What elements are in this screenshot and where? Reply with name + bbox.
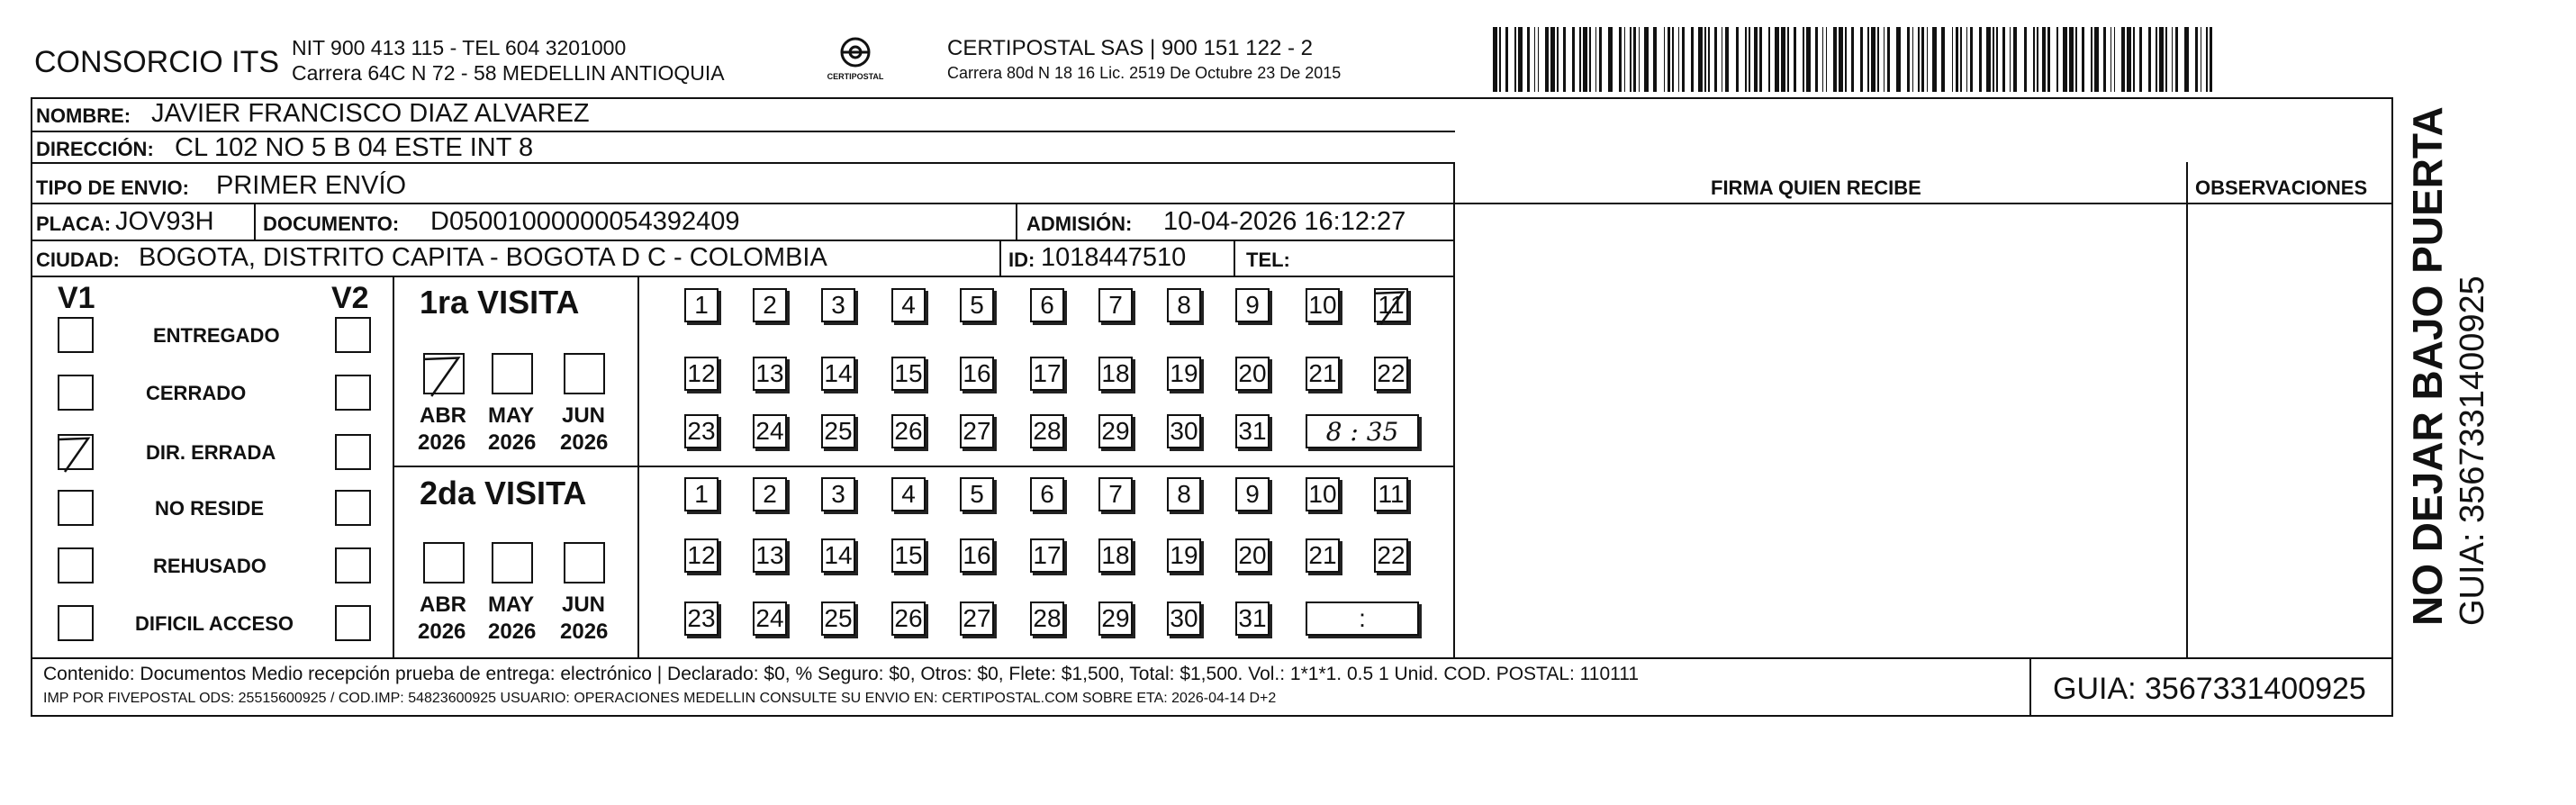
visit1-day-5[interactable]: 5 (960, 288, 994, 322)
barcode-bar (2184, 27, 2189, 92)
barcode-bar (1630, 27, 1631, 92)
visit2-day-21[interactable]: 21 (1306, 538, 1340, 573)
ciudad-value: BOGOTA, DISTRITO CAPITA - BOGOTA D C - COLOMBIA (139, 243, 827, 272)
barcode-bar (2094, 27, 2099, 92)
barcode-bar (2024, 27, 2027, 92)
visit2-year-label: 2026 (418, 620, 466, 644)
v1-label: V1 (58, 281, 95, 315)
barcode-bar (2195, 27, 2198, 92)
barcode-bar (1493, 27, 1497, 92)
side-guia-text: GUIA: 3567331400925 (2454, 276, 2491, 626)
visit1-day-10[interactable]: 10 (1306, 288, 1340, 322)
visit2-day-24[interactable]: 24 (753, 601, 787, 636)
visita2-title: 2da VISITA (420, 475, 587, 511)
barcode-bar (1514, 27, 1516, 92)
barcode-bar (1877, 27, 1879, 92)
barcode-bar (1851, 27, 1854, 92)
barcode-bar (1624, 27, 1626, 92)
v1-checkbox-dificil-acceso[interactable] (58, 605, 94, 641)
v2-checkbox-dir-errada[interactable] (335, 434, 371, 470)
barcode-bar (1736, 27, 1739, 92)
barcode-bar (1545, 27, 1548, 92)
placa-value: JOV93H (115, 207, 214, 236)
barcode-bar (2133, 27, 2135, 92)
barcode-bar (1952, 27, 1954, 92)
visit2-day-23[interactable]: 23 (684, 601, 719, 636)
barcode-bar (2139, 27, 2142, 92)
footer-content-line: Contenido: Documentos Medio recepción prueba de entrega: electrónico | Declarado: $0, % Seguro: $0, Otros: $0, Flete: $1,500, Total: $1,500. Vol.: 1*1*1. 0.5 1 Unid. COD. POSTAL: 110111 (43, 664, 1640, 684)
v2-checkbox-entregado[interactable] (335, 317, 371, 353)
barcode (1493, 27, 2213, 92)
barcode-bar (2206, 27, 2208, 92)
barcode-bar (1754, 27, 1757, 92)
visit2-day-13[interactable]: 13 (753, 538, 787, 573)
visit2-day-30[interactable]: 30 (1167, 601, 1201, 636)
barcode-bar (1907, 27, 1910, 92)
nombre-label: NOMBRE: (36, 104, 131, 127)
barcode-bar (1806, 27, 1811, 92)
barcode-bar (2013, 27, 2018, 92)
visit1-month-checkbox-abr[interactable] (423, 353, 465, 394)
barcode-bar (2159, 27, 2164, 92)
v1-checkbox-no-reside[interactable] (58, 490, 94, 526)
barcode-bar (2114, 27, 2116, 92)
visit2-day-8[interactable]: 8 (1167, 477, 1201, 511)
visit1-day-8[interactable]: 8 (1167, 288, 1201, 322)
visit1-month-checkbox-jun[interactable] (564, 353, 605, 394)
ciudad-label: CIUDAD: (36, 249, 120, 271)
barcode-bar (1505, 27, 1508, 92)
barcode-bar (1534, 27, 1536, 92)
barcode-bar (1966, 27, 1968, 92)
barcode-bar (1918, 27, 1920, 92)
documento-value: D05001000000054392409 (430, 207, 740, 236)
visit1-day-7[interactable]: 7 (1098, 288, 1133, 322)
visit1-day-29[interactable]: 29 (1098, 414, 1133, 448)
visit1-day-6[interactable]: 6 (1030, 288, 1064, 322)
visit1-day-19[interactable]: 19 (1167, 357, 1201, 391)
company-nit: NIT 900 413 115 - TEL 604 3201000 (292, 36, 627, 59)
direccion-value: CL 102 NO 5 B 04 ESTE INT 8 (175, 133, 534, 162)
visit2-month-label: MAY (488, 592, 535, 617)
side-text-block (2400, 106, 2508, 626)
visit1-day-4[interactable]: 4 (891, 288, 926, 322)
barcode-bar (1759, 27, 1762, 92)
v2-checkbox-cerrado[interactable] (335, 375, 371, 411)
v2-label: V2 (331, 281, 369, 315)
v1-checkbox-dir-errada[interactable] (58, 434, 94, 470)
barcode-bar (1722, 27, 1723, 92)
barcode-bar (1708, 27, 1710, 92)
visit2-month-label: ABR (420, 592, 466, 617)
barcode-bar (2103, 27, 2106, 92)
visit2-year-label: 2026 (560, 620, 609, 644)
barcode-bar (2069, 27, 2074, 92)
visit1-day-28[interactable]: 28 (1030, 414, 1064, 448)
visit2-day-10[interactable]: 10 (1306, 477, 1340, 511)
barcode-bar (1921, 27, 1924, 92)
barcode-bar (1704, 27, 1706, 92)
barcode-bar (1896, 27, 1901, 92)
id-label: ID: (1008, 249, 1035, 271)
visit1-day-18[interactable]: 18 (1098, 357, 1133, 391)
barcode-bar (1550, 27, 1555, 92)
visit2-day-22[interactable]: 22 (1374, 538, 1408, 573)
barcode-bar (1960, 27, 1962, 92)
barcode-bar (1979, 27, 1982, 92)
visit2-day-31[interactable]: 31 (1235, 601, 1270, 636)
barcode-bar (1932, 27, 1937, 92)
visit2-day-20[interactable]: 20 (1235, 538, 1270, 573)
barcode-bar (1887, 27, 1890, 92)
visit1-day-31[interactable]: 31 (1235, 414, 1270, 448)
status-label: DIR. ERRADA (146, 441, 276, 464)
v1-checkbox-cerrado[interactable] (58, 375, 94, 411)
visit1-day-27[interactable]: 27 (960, 414, 994, 448)
visit1-day-24[interactable]: 24 (753, 414, 787, 448)
barcode-bar (1589, 27, 1591, 92)
barcode-bar (1815, 27, 1818, 92)
barcode-bar (2082, 27, 2084, 92)
observaciones-header: OBSERVACIONES (2195, 176, 2368, 199)
nombre-value: JAVIER FRANCISCO DIAZ ALVAREZ (151, 99, 590, 128)
barcode-bar (1970, 27, 1973, 92)
visit2-day-3[interactable]: 3 (821, 477, 855, 511)
visit1-day-30[interactable]: 30 (1167, 414, 1201, 448)
status-label: ENTREGADO (153, 324, 280, 347)
barcode-bar (2148, 27, 2151, 92)
barcode-bar (2111, 27, 2112, 92)
barcode-bar (2042, 27, 2045, 92)
barcode-bar (2075, 27, 2077, 92)
barcode-bar (1698, 27, 1703, 92)
barcode-bar (1794, 27, 1796, 92)
barcode-bar (1912, 27, 1914, 92)
visit2-year-label: 2026 (488, 620, 537, 644)
visit2-day-18[interactable]: 18 (1098, 538, 1133, 573)
barcode-bar (2047, 27, 2050, 92)
visit1-month-label: ABR (420, 403, 466, 428)
barcode-bar (1572, 27, 1575, 92)
barcode-bar (2056, 27, 2058, 92)
visit1-day-15[interactable]: 15 (891, 357, 926, 391)
barcode-bar (2063, 27, 2067, 92)
barcode-bar (1867, 27, 1869, 92)
barcode-bar (1583, 27, 1587, 92)
barcode-bar (1668, 27, 1670, 92)
visit1-time-box[interactable]: 8 : 35 (1306, 414, 1419, 448)
day-number: 11 (1378, 291, 1405, 319)
visit2-month-checkbox-jun[interactable] (564, 542, 605, 583)
barcode-bar (1644, 27, 1649, 92)
barcode-bar (1664, 27, 1666, 92)
placa-label: PLACA: (36, 213, 112, 235)
v2-checkbox-no-reside[interactable] (335, 490, 371, 526)
barcode-bar (1678, 27, 1680, 92)
barcode-bar (2121, 27, 2124, 92)
visit2-day-9[interactable]: 9 (1235, 477, 1270, 511)
visit1-day-13[interactable]: 13 (753, 357, 787, 391)
tipo-envio-label: TIPO DE ENVIO: (36, 176, 189, 199)
visit1-year-label: 2026 (418, 430, 466, 455)
barcode-bar (2172, 27, 2174, 92)
barcode-bar (1833, 27, 1836, 92)
barcode-bar (2091, 27, 2092, 92)
company-address: Carrera 64C N 72 - 58 MEDELLIN ANTIOQUIA (292, 61, 725, 85)
barcode-bar (1653, 27, 1658, 92)
visit2-day-16[interactable]: 16 (960, 538, 994, 573)
v1-checkbox-rehusado[interactable] (58, 547, 94, 583)
visit1-day-2[interactable]: 2 (753, 288, 787, 322)
id-value: 1018447510 (1041, 243, 1187, 272)
visit2-month-label: JUN (562, 592, 606, 617)
documento-label: DOCUMENTO: (263, 213, 400, 235)
barcode-bar (2127, 27, 2131, 92)
admision-value: 10-04-2026 16:12:27 (1163, 207, 1406, 236)
visit1-day-11[interactable] (1374, 288, 1408, 322)
barcode-bar (2156, 27, 2157, 92)
visit2-day-27[interactable]: 27 (960, 601, 994, 636)
barcode-bar (1871, 27, 1876, 92)
tipo-envio-value: PRIMER ENVÍO (216, 171, 407, 200)
license-line: Carrera 80d N 18 16 Lic. 2519 De Octubre 23 De 2015 (947, 64, 1342, 82)
barcode-bar (1608, 27, 1613, 92)
barcode-bar (1599, 27, 1602, 92)
visit1-day-9[interactable]: 9 (1235, 288, 1270, 322)
barcode-bar (1986, 27, 1991, 92)
visit2-day-4[interactable]: 4 (891, 477, 926, 511)
barcode-bar (1714, 27, 1717, 92)
barcode-bar (1745, 27, 1747, 92)
barcode-bar (1996, 27, 1998, 92)
barcode-bar (1639, 27, 1641, 92)
visit2-month-checkbox-abr[interactable] (423, 542, 465, 583)
visit1-month-label: JUN (562, 403, 606, 428)
barcode-bar (1993, 27, 1994, 92)
barcode-bar (1595, 27, 1597, 92)
visit1-day-25[interactable]: 25 (821, 414, 855, 448)
visit2-day-14[interactable]: 14 (821, 538, 855, 573)
barcode-bar (2201, 27, 2202, 92)
barcode-bar (1691, 27, 1694, 92)
visit1-day-21[interactable]: 21 (1306, 357, 1340, 391)
barcode-bar (1579, 27, 1581, 92)
visit1-day-14[interactable]: 14 (821, 357, 855, 391)
barcode-bar (1499, 27, 1501, 92)
barcode-bar (1527, 27, 1530, 92)
visit2-day-28[interactable]: 28 (1030, 601, 1064, 636)
visit1-day-3[interactable]: 3 (821, 288, 855, 322)
barcode-bar (1749, 27, 1750, 92)
tel-label: TEL: (1246, 249, 1290, 271)
barcode-bar (1845, 27, 1847, 92)
status-label: CERRADO (146, 382, 247, 404)
barcode-bar (1563, 27, 1566, 92)
visit2-day-1[interactable]: 1 (684, 477, 719, 511)
barcode-bar (2037, 27, 2038, 92)
barcode-bar (1768, 27, 1770, 92)
company-name: CONSORCIO ITS (34, 45, 280, 79)
visit2-day-15[interactable]: 15 (891, 538, 926, 573)
barcode-bar (1927, 27, 1929, 92)
visit2-day-19[interactable]: 19 (1167, 538, 1201, 573)
barcode-bar (2010, 27, 2011, 92)
barcode-bar (1672, 27, 1674, 92)
no-dejar-bajo-puerta-text: NO DEJAR BAJO PUERTA (2404, 106, 2451, 626)
barcode-bar (1619, 27, 1622, 92)
visit2-day-17[interactable]: 17 (1030, 538, 1064, 573)
barcode-bar (1826, 27, 1828, 92)
visit2-day-25[interactable]: 25 (821, 601, 855, 636)
firma-header: FIRMA QUIEN RECIBE (1711, 176, 1921, 199)
visit1-month-checkbox-may[interactable] (492, 353, 533, 394)
certipostal-logo-icon (827, 34, 884, 85)
barcode-bar (1557, 27, 1559, 92)
admision-label: ADMISIÓN: (1026, 213, 1133, 235)
barcode-bar (2210, 27, 2212, 92)
barcode-bar (1682, 27, 1685, 92)
certipostal-line: CERTIPOSTAL SAS | 900 151 122 - 2 (947, 36, 1313, 60)
visit2-time-box[interactable]: : (1306, 601, 1419, 636)
visit2-day-11[interactable]: 11 (1374, 477, 1408, 511)
barcode-bar (1884, 27, 1885, 92)
barcode-bar (1787, 27, 1789, 92)
visit2-day-12[interactable]: 12 (684, 538, 719, 573)
barcode-bar (1633, 27, 1636, 92)
status-label: NO RESIDE (155, 497, 265, 520)
visit1-day-22[interactable]: 22 (1374, 357, 1408, 391)
visit1-day-1[interactable]: 1 (684, 288, 719, 322)
visit2-day-26[interactable]: 26 (891, 601, 926, 636)
visit1-month-label: MAY (488, 403, 535, 428)
barcode-bar (1839, 27, 1843, 92)
v2-checkbox-rehusado[interactable] (335, 547, 371, 583)
visit1-day-12[interactable]: 12 (684, 357, 719, 391)
visita1-title: 1ra VISITA (420, 284, 580, 321)
visit1-day-26[interactable]: 26 (891, 414, 926, 448)
status-label: REHUSADO (153, 555, 267, 577)
barcode-bar (2033, 27, 2035, 92)
barcode-bar (1822, 27, 1824, 92)
visit2-day-7[interactable]: 7 (1098, 477, 1133, 511)
visit1-day-20[interactable]: 20 (1235, 357, 1270, 391)
visit1-day-16[interactable]: 16 (960, 357, 994, 391)
visit2-month-checkbox-may[interactable] (492, 542, 533, 583)
barcode-bar (2002, 27, 2005, 92)
visit1-day-17[interactable]: 17 (1030, 357, 1064, 391)
barcode-bar (2175, 27, 2178, 92)
visit1-year-label: 2026 (560, 430, 609, 455)
barcode-bar (1518, 27, 1523, 92)
v1-checkbox-entregado[interactable] (58, 317, 94, 353)
direccion-label: DIRECCIÓN: (36, 138, 154, 160)
barcode-bar (1775, 27, 1779, 92)
visit1-day-23[interactable]: 23 (684, 414, 719, 448)
visit2-day-6[interactable]: 6 (1030, 477, 1064, 511)
visit2-day-5[interactable]: 5 (960, 477, 994, 511)
barcode-bar (1956, 27, 1958, 92)
svg-text:CERTIPOSTAL: CERTIPOSTAL (827, 72, 884, 81)
v2-checkbox-dificil-acceso[interactable] (335, 605, 371, 641)
barcode-bar (1781, 27, 1785, 92)
barcode-bar (2165, 27, 2167, 92)
footer-guia: GUIA: 3567331400925 (2053, 672, 2366, 706)
barcode-bar (1725, 27, 1730, 92)
barcode-bar (1860, 27, 1863, 92)
footer-info-line: IMP POR FIVEPOSTAL ODS: 25515600925 / COD.IMP: 54823600925 USUARIO: OPERACIONES MEDELLIN CONSULTE SU ENVIO EN: CERTIPOSTAL.COM SOBRE ETA: 2026-04-14 D+2 (43, 691, 1277, 706)
barcode-bar (1538, 27, 1540, 92)
visit2-day-29[interactable]: 29 (1098, 601, 1133, 636)
visit1-year-label: 2026 (488, 430, 537, 455)
visit2-day-2[interactable]: 2 (753, 477, 787, 511)
barcode-bar (1803, 27, 1804, 92)
status-label: DIFICIL ACCESO (135, 612, 294, 635)
barcode-bar (1941, 27, 1946, 92)
